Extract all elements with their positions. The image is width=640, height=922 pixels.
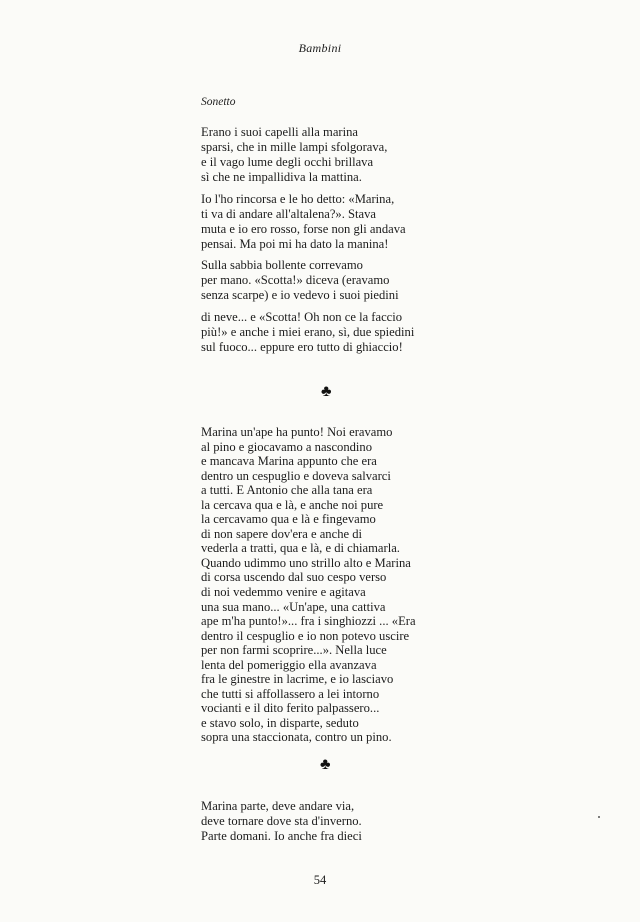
poem-stanza-4: di neve... e «Scotta! Oh non ce la faccio più!» e anche i miei erano, sì, due spiedini sul fuoco... eppure ero tutto di ghiaccio! bbox=[201, 310, 415, 354]
club-ornament-icon: ♣ bbox=[320, 756, 331, 773]
poem-title: Sonetto bbox=[201, 96, 236, 108]
section-two-text: Marina un'ape ha punto! Noi eravamo al pino e giocavamo a nascondino e mancava Marina appunto che era dentro un cespuglio e doveva salvarci a tutti. E Antonio che alla tana era la cercava qua e là, e anche noi pure la cercavamo qua e là e fingevamo di non sapere dov'era e anche di vederla a tratti, qua e là, e di chiamarla. Quando udimmo uno strillo alto e Marina di corsa uscendo dal suo cespo verso di noi vedemmo venire e agitava una sua mano... «Un'ape, una cattiva ape m'ha punto!»... fra i singhiozzi ... «Era dentro il cespuglio e io non potevo uscire per non farmi scoprire...». Nella luce lenta del pomeriggio ella avanzava fra le ginestre in lacrime, e io lasciavo che tutti si affollassero a lei intorno vocianti e il dito ferito palpassero... e stavo solo, in disparte, seduto sopra una staccionata, contro un pino. bbox=[201, 425, 416, 745]
poem-stanza-3: Sulla sabbia bollente correvamo per mano. «Scotta!» diceva (eravamo senza scarpe) e io vedevo i suoi piedini bbox=[201, 258, 399, 302]
poem-stanza-2: Io l'ho rincorsa e le ho detto: «Marina, ti va di andare all'altalena?». Stava muta e io ero rosso, forse non gli andava pensai. Ma poi mi ha dato la manina! bbox=[201, 192, 406, 251]
poem-stanza-1: Erano i suoi capelli alla marina sparsi, che in mille lampi sfolgorava, e il vago lume degli occhi brillava sì che ne impallidiva la mattina. bbox=[201, 125, 388, 184]
section-three-text: Marina parte, deve andare via, deve tornare dove sta d'inverno. Parte domani. Io anche fra dieci bbox=[201, 799, 362, 843]
club-ornament-icon: ♣ bbox=[321, 383, 332, 400]
page-number: 54 bbox=[313, 873, 327, 887]
running-head: Bambini bbox=[298, 41, 342, 55]
paper-speck bbox=[598, 816, 600, 818]
